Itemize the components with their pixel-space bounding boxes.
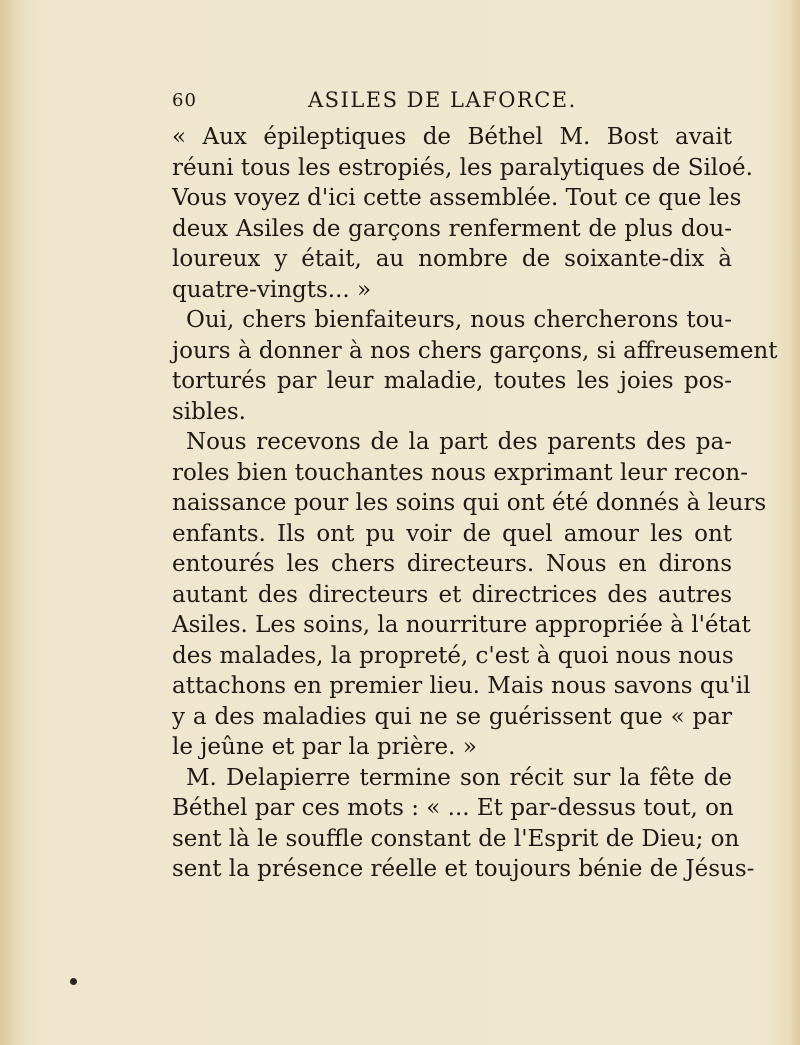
text-line: le jeûne et par la prière. » — [172, 734, 477, 760]
text-line: Béthel par ces mots : « ... Et par-dessus tout, on — [172, 795, 734, 821]
ink-spot — [70, 978, 77, 985]
text-line: y a des maladies qui ne se guérissent que « par — [172, 703, 732, 730]
page-header — [172, 88, 612, 116]
text-line: jours à donner à nos chers garçons, si affreusement — [172, 337, 778, 364]
text-line: quatre-vingts... » — [172, 276, 372, 303]
text-line: deux Asiles de garçons renferment de plus dou- — [172, 215, 732, 242]
body-text — [172, 122, 778, 885]
text-line: enfants. Ils ont pu voir de quel amour les ont — [172, 520, 732, 547]
text-line: Vous voyez d'ici cette assemblée. Tout ce que les — [172, 185, 742, 211]
text-line: des malades, la propreté, c'est à quoi nous nous — [172, 642, 734, 669]
text-line: sent la présence réelle et toujours bénie de Jésus- — [172, 856, 755, 882]
text-line: entourés les chers directeurs. Nous en dirons — [172, 551, 732, 577]
page-number: 60 — [172, 90, 197, 111]
text-line: loureux y était, au nombre de soixante-dix à — [172, 246, 732, 272]
running-title: ASILES DE LAFORCE. — [308, 88, 577, 112]
text-line: Nous recevons de la part des parents des pa- — [186, 429, 732, 455]
text-line: sent là le souffle constant de l'Esprit de Dieu; on — [172, 825, 740, 852]
text-line: Asiles. Les soins, la nourriture appropriée à l'état — [172, 612, 751, 638]
text-line: autant des directeurs et directrices des autres — [172, 581, 732, 608]
text-line: sibles. — [172, 398, 246, 425]
text-line: réuni tous les estropiés, les paralytiques de Siloé. — [172, 154, 753, 181]
text-line: attachons en premier lieu. Mais nous savons qu'il — [172, 673, 751, 699]
text-line: naissance pour les soins qui ont été donnés à leurs — [172, 490, 767, 516]
text-line: M. Delapierre termine son récit sur la fête de — [186, 764, 732, 791]
text-line: « Aux épileptiques de Béthel M. Bost avait — [172, 124, 732, 150]
text-line: Oui, chers bienfaiteurs, nous chercherons tou- — [186, 307, 732, 333]
text-line: roles bien touchantes nous exprimant leur recon- — [172, 459, 748, 486]
text-line: torturés par leur maladie, toutes les joies pos- — [172, 368, 732, 394]
